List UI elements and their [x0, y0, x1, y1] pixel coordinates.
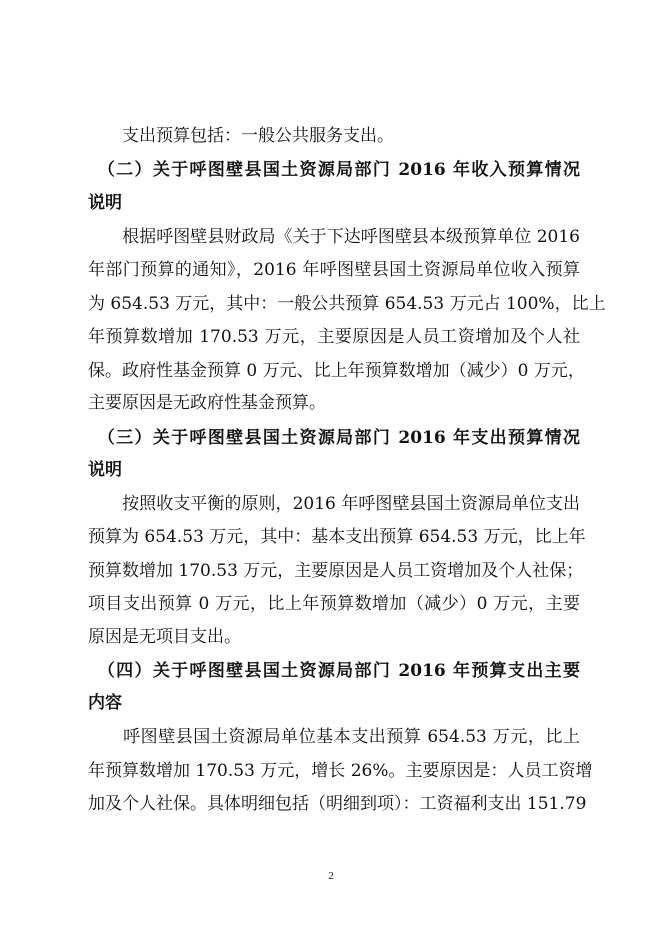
section-heading-line: 说明 [88, 193, 122, 213]
page-number: 2 [328, 870, 334, 882]
paragraph-line: 呼图壁县国土资源局单位基本支出预算 654.53 万元，比上 [88, 727, 580, 747]
paragraph-line: 项目支出预算 0 万元，比上年预算数增加（减少）0 万元，主要 [88, 594, 580, 614]
paragraph-line: 加及个人社保。具体明细包括（明细到项）：工资福利支出 151.79 [88, 794, 587, 814]
paragraph-line: 年预算数增加 170.53 万元，主要原因是人员工资增加及个人社 [88, 327, 580, 347]
paragraph-line: 按照收支平衡的原则，2016 年呼图壁县国土资源局单位支出 [88, 494, 580, 514]
paragraph-line: 为 654.53 万元，其中：一般公共预算 654.53 万元占 100%，比上 [88, 294, 606, 314]
section-heading-line: 内容 [88, 693, 122, 713]
section-heading-line: （三）关于呼图壁县国土资源局部门 2016 年支出预算情况 [88, 428, 580, 448]
paragraph-line: 主要原因是无政府性基金预算。 [88, 393, 326, 413]
paragraph-line: 年预算数增加 170.53 万元，增长 26%。主要原因是：人员工资增 [88, 761, 593, 781]
section-heading-line: （二）关于呼图壁县国土资源局部门 2016 年收入预算情况 [88, 160, 580, 180]
paragraph-line: 保。政府性基金预算 0 万元、比上年预算数增加（减少）0 万元， [88, 361, 585, 381]
paragraph-line: 支出预算包括：一般公共服务支出。 [88, 126, 394, 146]
paragraph-line: 预算数增加 170.53 万元，主要原因是人员工资增加及个人社保； [88, 561, 584, 581]
section-heading-line: （四）关于呼图壁县国土资源局部门 2016 年预算支出主要 [88, 661, 580, 681]
paragraph-line: 原因是无项目支出。 [88, 627, 241, 647]
paragraph-line: 年部门预算的通知》，2016 年呼图壁县国土资源局单位收入预算 [88, 260, 580, 280]
paragraph-line: 预算为 654.53 万元，其中：基本支出预算 654.53 万元，比上年 [88, 527, 586, 547]
paragraph-line: 根据呼图壁县财政局《关于下达呼图壁县本级预算单位 2016 [88, 227, 580, 247]
section-heading-line: 说明 [88, 460, 122, 480]
